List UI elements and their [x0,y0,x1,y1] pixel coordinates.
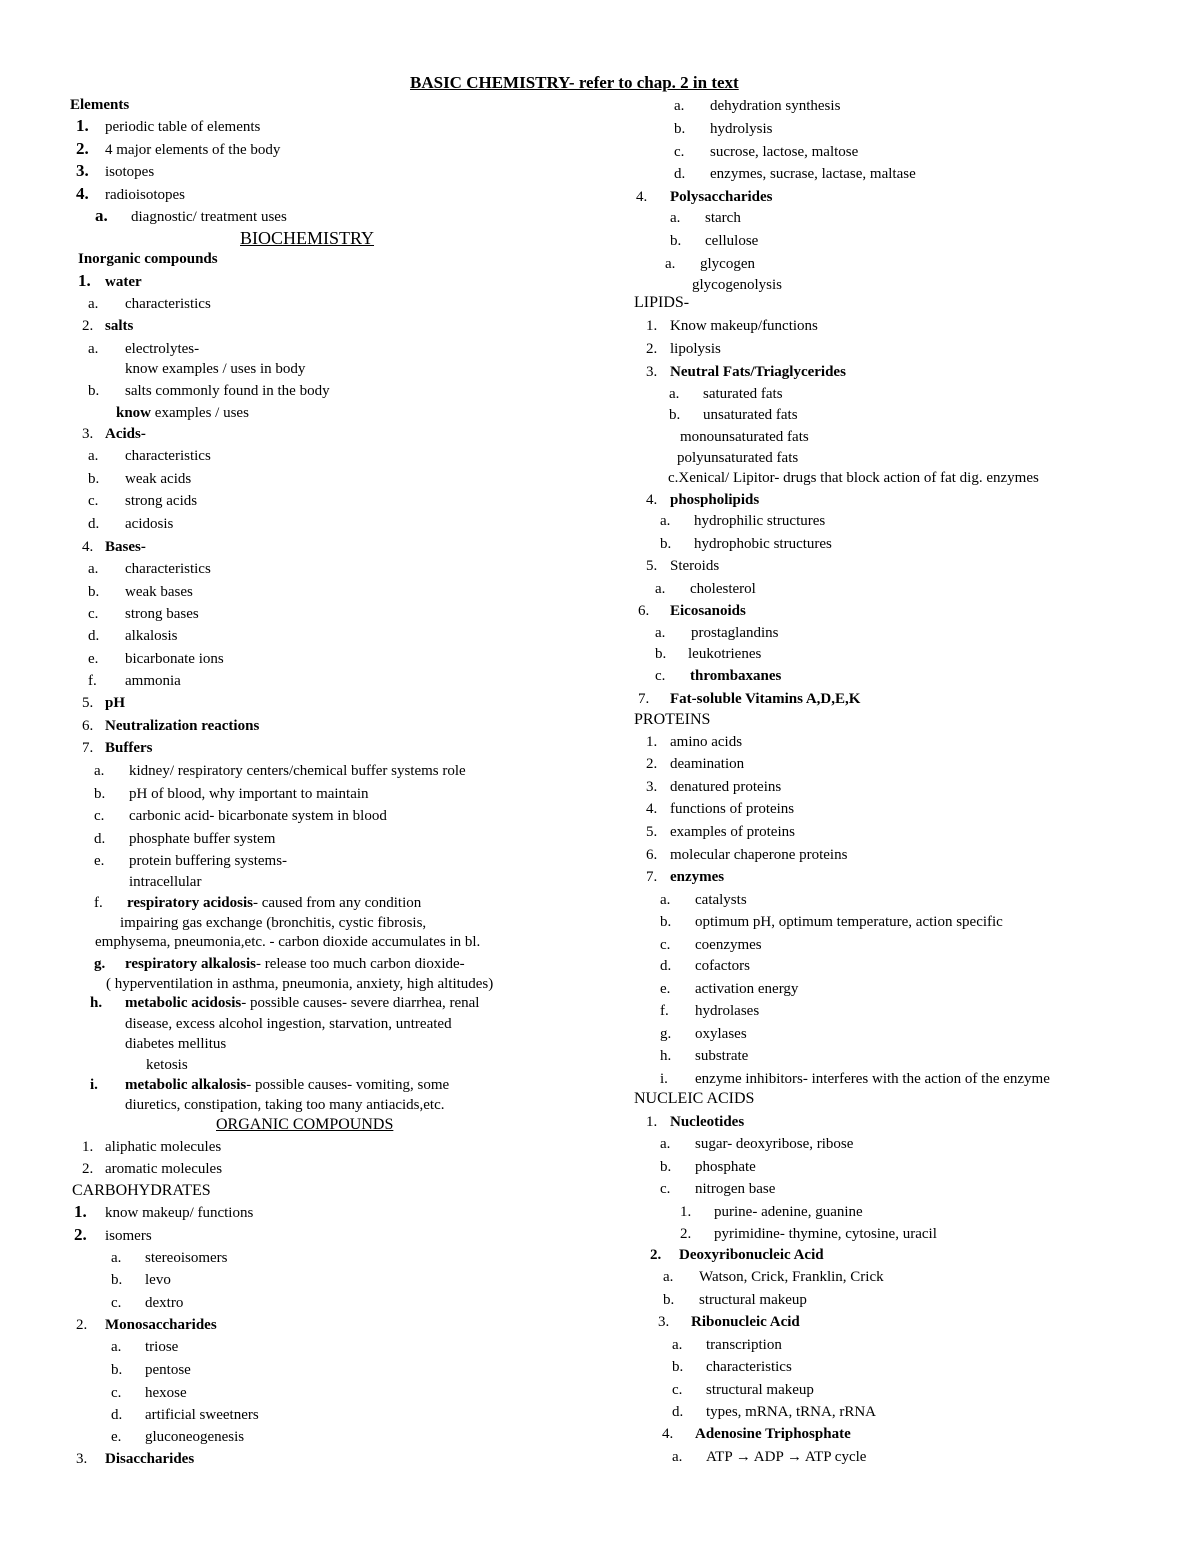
list-item: d. acidosis [88,516,174,532]
list-item-cont: glycogenolysis [692,277,782,293]
list-item: d. phosphate buffer system [94,831,276,847]
list-item: b. weak acids [88,471,192,487]
list-item: b. hydrolysis [674,121,773,137]
list-item: c. sucrose, lactose, maltose [674,144,859,160]
list-item: a. electrolytes- [88,341,200,357]
list-item-cont: ketosis [146,1057,188,1073]
list-item: c. coenzymes [660,937,762,953]
list-item: c. hexose [111,1385,187,1401]
list-item: g. oxylases [660,1026,747,1042]
list-item: a. triose [111,1339,179,1355]
list-item: a. Watson, Crick, Franklin, Crick [663,1269,884,1285]
list-item-cont: know examples / uses [116,405,249,421]
list-item-cont: disease, excess alcohol ingestion, starvation, untreated [125,1016,452,1032]
inorganic-heading: Inorganic compounds [78,251,218,267]
list-item: a. starch [670,210,741,226]
list-item: a. sugar- deoxyribose, ribose [660,1136,854,1152]
list-item: a. catalysts [660,892,747,908]
list-item: 1. periodic table of elements [76,116,261,135]
list-item-cont: emphysema, pneumonia,etc. - carbon dioxide accumulates in bl. [95,934,481,950]
list-item: a. hydrophilic structures [660,513,826,529]
list-item: a. characteristics [88,448,211,464]
list-item: 2. aromatic molecules [82,1161,223,1177]
list-item: e. bicarbonate ions [88,651,224,667]
list-item: g. respiratory alkalosis- release too much carbon dioxide- [94,956,465,972]
list-item: b. cellulose [670,233,759,249]
list-item: 2. salts [82,318,134,334]
biochemistry-heading: BIOCHEMISTRY [240,228,375,248]
list-item-cont: intracellular [129,874,202,890]
list-item: 7. Buffers [82,740,153,756]
list-item: b. hydrophobic structures [660,536,832,552]
list-item: i. metabolic alkalosis- possible causes- vomiting, some [90,1077,450,1093]
list-item: 1. Know makeup/functions [646,318,818,334]
list-item: 2. isomers [74,1225,152,1244]
list-item: b. pentose [111,1362,191,1378]
list-item-cont: monounsaturated fats [680,429,809,445]
list-item: 4. Adenosine Triphosphate [662,1426,851,1442]
list-item: c. nitrogen base [660,1181,776,1197]
list-item: 4. Polysaccharides [636,189,773,205]
list-item: a. ATP → ADP → ATP cycle [672,1449,867,1465]
list-item: 4. phospholipids [646,492,760,508]
list-item: 5. examples of proteins [646,824,795,840]
list-item-cont: diuretics, constipation, taking too many antiacids,etc. [125,1097,445,1113]
list-item: a. diagnostic/ treatment uses [95,206,287,225]
list-item: 7. enzymes [646,869,725,885]
page-title: BASIC CHEMISTRY- refer to chap. 2 in text [410,73,739,92]
list-item: 2. Monosaccharides [76,1317,217,1333]
list-item: a. characteristics [88,296,211,312]
list-item: c. strong bases [88,606,199,622]
list-item: e. activation energy [660,981,799,997]
list-item: 3. isotopes [76,161,155,180]
list-item: f. respiratory acidosis- caused from any condition [94,895,422,911]
list-item: 1. amino acids [646,734,743,750]
list-item: 2. pyrimidine- thymine, cytosine, uracil [680,1226,937,1242]
list-item: e. gluconeogenesis [111,1429,245,1445]
list-item: c. structural makeup [672,1382,814,1398]
list-item: b. structural makeup [663,1292,807,1308]
list-item: h. metabolic acidosis- possible causes- severe diarrhea, renal [90,995,480,1011]
list-item: 4. functions of proteins [646,801,795,817]
list-item: a. saturated fats [669,386,783,402]
list-item: a. kidney/ respiratory centers/chemical buffer systems role [94,763,466,779]
list-item: c. thrombaxanes [655,668,782,684]
list-item: 1. aliphatic molecules [82,1139,222,1155]
list-item-cont: know examples / uses in body [125,361,306,377]
list-item: a. stereoisomers [111,1250,228,1266]
list-item: 6. Eicosanoids [638,603,746,619]
list-item: 3. Disaccharides [76,1451,195,1467]
list-item-cont: impairing gas exchange (bronchitis, cystic fibrosis, [120,915,427,931]
list-item: a. transcription [672,1337,782,1353]
list-item: 5. pH [82,695,126,711]
list-item: b. weak bases [88,584,193,600]
list-item: c. dextro [111,1295,184,1311]
list-item: b. unsaturated fats [669,407,798,423]
list-item: 2. lipolysis [646,341,721,357]
lipids-heading: LIPIDS- [634,294,690,311]
list-item-cont: polyunsaturated fats [677,450,799,466]
list-item: 4. Bases- [82,539,146,555]
organic-heading: ORGANIC COMPOUNDS [216,1116,394,1133]
list-item: 1. know makeup/ functions [74,1202,254,1221]
list-item: 6. Neutralization reactions [82,718,260,734]
list-item: h. substrate [660,1048,749,1064]
list-item: b. salts commonly found in the body [88,383,330,399]
list-item: d. artificial sweetners [111,1407,259,1423]
list-item: 2. deamination [646,756,745,772]
list-item: f. ammonia [88,673,181,689]
list-item: c.Xenical/ Lipitor- drugs that block action of fat dig. enzymes [668,470,1039,486]
list-item: b. characteristics [672,1359,792,1375]
list-item: c. carbonic acid- bicarbonate system in blood [94,808,387,824]
list-item: 6. molecular chaperone proteins [646,847,848,863]
list-item: f. hydrolases [660,1003,760,1019]
list-item: b. leukotrienes [655,646,762,662]
list-item: d. types, mRNA, tRNA, rRNA [672,1404,877,1420]
list-item: c. strong acids [88,493,198,509]
list-item: 5. Steroids [646,558,720,574]
list-item: a. dehydration synthesis [674,98,841,114]
list-item: 3. Neutral Fats/Triaglycerides [646,364,846,380]
list-item: 3. Ribonucleic Acid [658,1314,800,1330]
list-item: i. enzyme inhibitors- interferes with the action of the enzyme [660,1071,1050,1087]
list-item: 1. Nucleotides [646,1114,745,1130]
list-item: 3. denatured proteins [646,779,782,795]
list-item: a. characteristics [88,561,211,577]
list-item: 3. Acids- [82,426,146,442]
list-item-cont: ( hyperventilation in asthma, pneumonia, anxiety, high altitudes) [106,976,494,992]
elements-heading: Elements [70,97,130,113]
list-item: b. optimum pH, optimum temperature, action specific [660,914,1003,930]
list-item: 2. Deoxyribonucleic Acid [650,1247,824,1263]
list-item: d. cofactors [660,958,750,974]
list-item: b. levo [111,1272,171,1288]
list-item: 1. purine- adenine, guanine [680,1204,863,1220]
list-item: 1. water [78,271,142,290]
list-item: a. glycogen [665,256,755,272]
list-item: d. alkalosis [88,628,178,644]
carbohydrates-heading: CARBOHYDRATES [72,1182,211,1199]
proteins-heading: PROTEINS [634,711,711,728]
list-item: e. protein buffering systems- [94,853,288,869]
list-item: b. phosphate [660,1159,756,1175]
nucleic-acids-heading: NUCLEIC ACIDS [634,1090,755,1107]
list-item: 4. radioisotopes [76,184,185,203]
list-item: a. prostaglandins [655,625,779,641]
list-item-cont: diabetes mellitus [125,1036,227,1052]
list-item: 7. Fat-soluble Vitamins A,D,E,K [638,691,861,707]
list-item: a. cholesterol [655,581,756,597]
list-item: d. enzymes, sucrase, lactase, maltase [674,166,916,182]
list-item: b. pH of blood, why important to maintain [94,786,369,802]
list-item: 2. 4 major elements of the body [76,139,281,158]
